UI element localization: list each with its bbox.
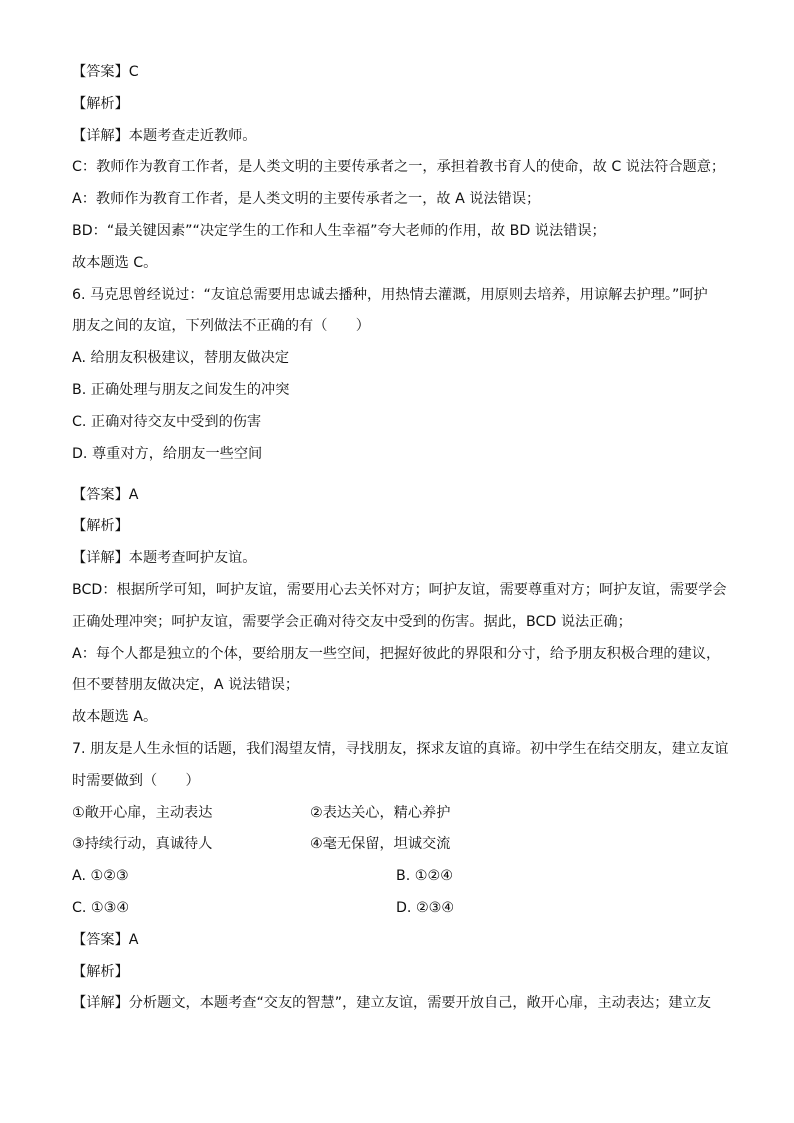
question-7-options-row: [72, 898, 722, 919]
question-6-stem: 6. 马克思曾经说过：“友谊总需要用忠诚去播种，用热情去灌溉，用原则去培养，用谅解去护理。”呵护: [72, 286, 708, 303]
answer-label: 【答案】A: [72, 486, 139, 503]
question-7-items-row: [72, 803, 722, 824]
question-7-item: ①敞开心扉，主动表达: [72, 804, 213, 821]
explanation-line: C：教师作为教育工作者，是人类文明的主要传承者之一，承担着教书育人的使命，故 C 说法符合题意；: [72, 159, 726, 176]
question-7-item: ②表达关心，精心养护: [310, 804, 451, 821]
question-6-option-c: C. 正确对待交友中受到的伤害: [72, 413, 262, 430]
document-page: [72, 62, 729, 1025]
detail-line: 【详解】本题考查呵护友谊。: [72, 550, 257, 567]
explanation-line: 正确处理冲突；呵护友谊，需要学会正确对待交友中受到的伤害。据此，BCD 说法正确；: [72, 613, 632, 630]
question-7-option-d: D. ②③④: [396, 899, 455, 916]
question-7-options-row: [72, 866, 722, 887]
explanation-line: A：每个人都是独立的个体，要给朋友一些空间，把握好彼此的界限和分寸，给予朋友积极合理的建议，: [72, 645, 721, 662]
explanation-line: 故本题选 A。: [72, 709, 158, 726]
question-7-items-row: [72, 834, 722, 855]
question-6-option-d: D. 尊重对方，给朋友一些空间: [72, 445, 263, 462]
explanation-line: 故本题选 C。: [72, 254, 158, 271]
detail-line: 【详解】本题考查走近教师。: [72, 127, 257, 144]
explanation-line: BD：“最关键因素”“决定学生的工作和人生幸福”夸大老师的作用，故 BD 说法错误；: [72, 222, 606, 239]
analysis-label: 【解析】: [72, 95, 129, 112]
answer-label: 【答案】C: [72, 64, 139, 80]
explanation-line: A：教师作为教育工作者，是人类文明的主要传承者之一，故 A 说法错误；: [72, 191, 541, 208]
question-7-option-a: A. ①②③: [72, 868, 129, 885]
question-7-stem: 7. 朋友是人生永恒的话题，我们渴望友情，寻找朋友，探求友谊的真谛。初中学生在结交朋友，建立友谊: [72, 740, 729, 757]
analysis-label: 【解析】: [72, 518, 129, 535]
question-7-stem: 时需要做到（ ）: [72, 772, 200, 789]
answer-label: 【答案】A: [72, 931, 139, 948]
question-7-option-c: C. ①③④: [72, 899, 130, 916]
question-7-option-b: B. ①②④: [396, 868, 453, 885]
detail-line: 【详解】分析题文，本题考查“交友的智慧”，建立友谊，需要开放自己，敞开心扉，主动表达；建立友: [72, 995, 711, 1012]
explanation-line: 但不要替朋友做决定，A 说法错误；: [72, 677, 300, 694]
explanation-line: BCD：根据所学可知，呵护友谊，需要用心去关怀对方；呵护友谊，需要尊重对方；呵护友谊，需要学会: [72, 581, 727, 598]
question-6-stem: 朋友之间的友谊，下列做法不正确的有（ ）: [72, 318, 370, 335]
question-7-item: ③持续行动，真诚待人: [72, 836, 213, 853]
question-6-option-a: A. 给朋友积极建议，替朋友做决定: [72, 350, 290, 367]
analysis-label: 【解析】: [72, 963, 129, 980]
question-6-option-b: B. 正确处理与朋友之间发生的冲突: [72, 381, 290, 398]
question-7-item: ④毫无保留，坦诚交流: [310, 836, 451, 853]
